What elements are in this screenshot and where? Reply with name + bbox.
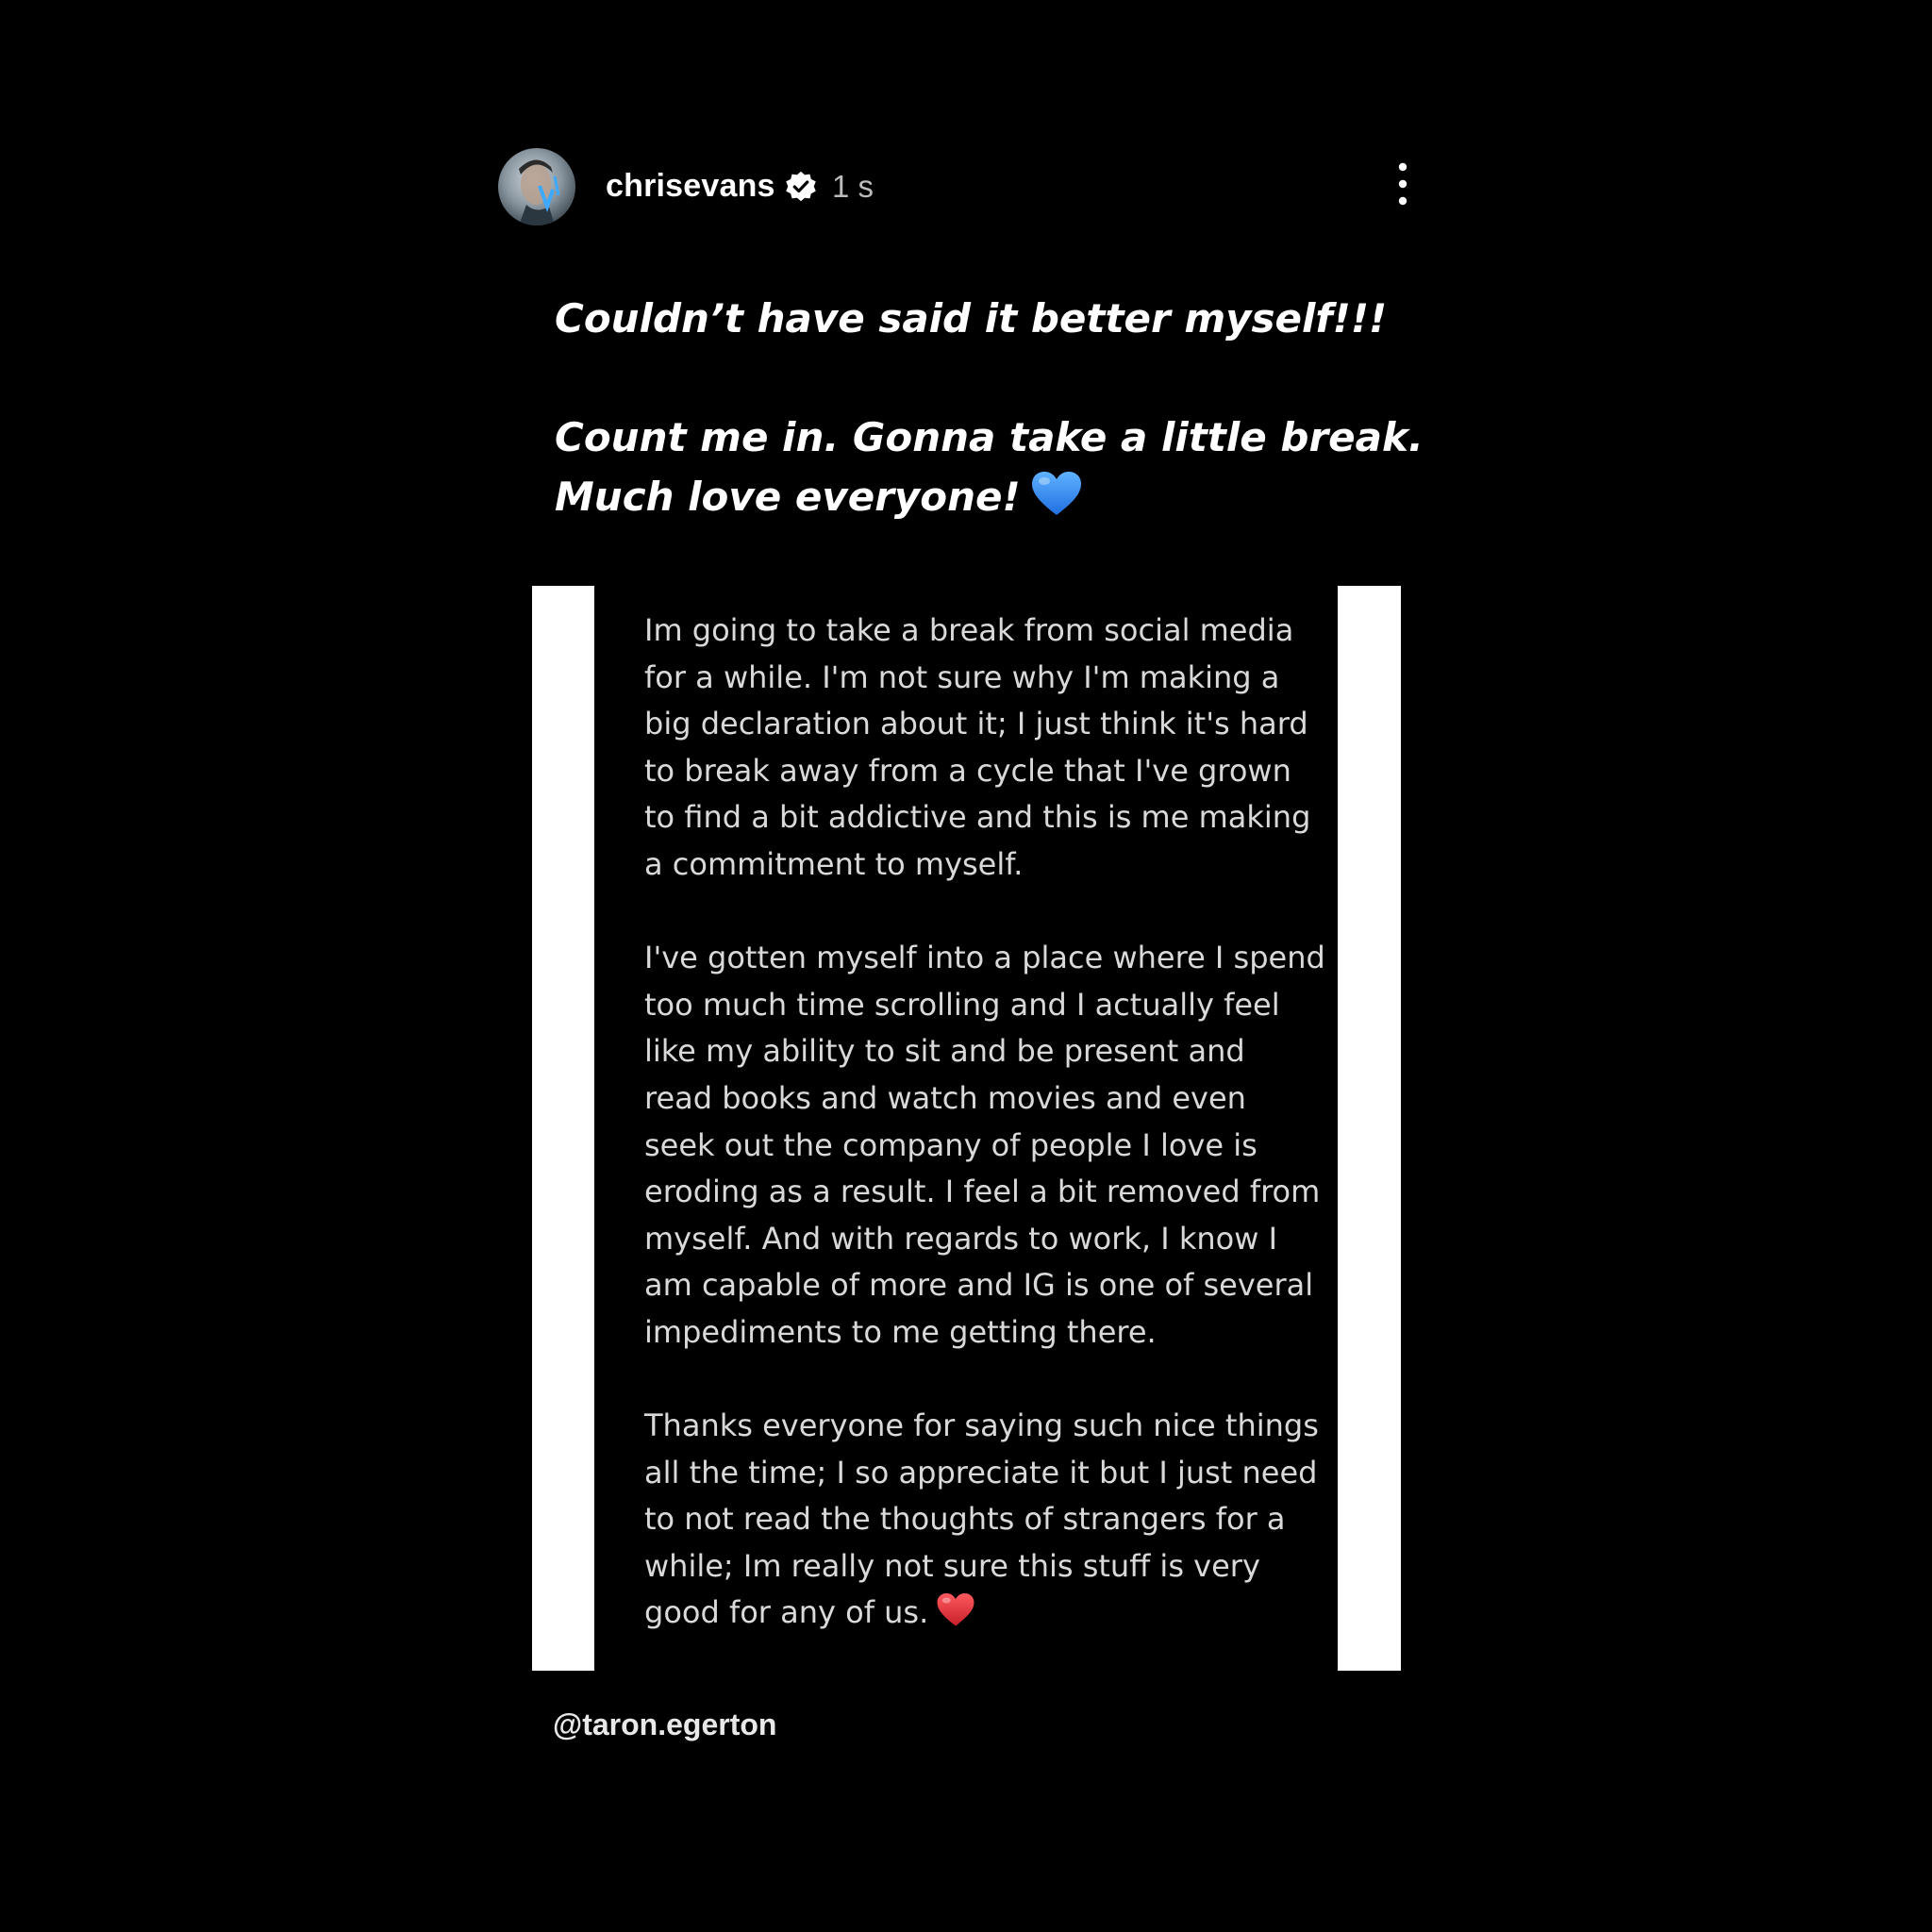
mention-tag[interactable]: @taron.egerton bbox=[553, 1707, 777, 1741]
story-caption bbox=[555, 289, 1441, 526]
quote-line: too much time scrolling and I actually feel bbox=[644, 986, 1280, 1023]
caption-line-3-wrap bbox=[555, 467, 1441, 526]
quote-line: am capable of more and IG is one of several bbox=[644, 1267, 1314, 1304]
quote-line: Thanks everyone for saying such nice things bbox=[644, 1407, 1319, 1444]
caption-line-3: Much love everyone! bbox=[555, 474, 1021, 520]
quote-line: like my ability to sit and be present and bbox=[644, 1033, 1245, 1070]
quote-line: while; Im really not sure this stuff is very bbox=[644, 1547, 1260, 1584]
quote-line: a commitment to myself. bbox=[644, 845, 1024, 882]
post-timestamp: 1 s bbox=[832, 169, 874, 204]
shared-post-screenshot[interactable] bbox=[532, 586, 1401, 1671]
shared-post-text bbox=[644, 608, 1324, 1637]
blue-heart-icon bbox=[1030, 471, 1083, 518]
caption-line-1: Couldn’t have said it better myself!!! bbox=[555, 295, 1388, 341]
quote-line-last bbox=[644, 1590, 1324, 1637]
more-options-icon[interactable] bbox=[1389, 160, 1417, 208]
quote-line: to find a bit addictive and this is me making bbox=[644, 799, 1311, 836]
quote-line: good for any of us. bbox=[644, 1594, 929, 1631]
caption-line-2: Count me in. Gonna take a little break. bbox=[555, 414, 1424, 460]
verified-badge-icon bbox=[784, 170, 818, 204]
quote-line: Im going to take a break from social media bbox=[644, 612, 1294, 648]
quote-line: I've gotten myself into a place where I spend bbox=[644, 940, 1325, 976]
quote-line: impediments to me getting there. bbox=[644, 1313, 1157, 1350]
quote-line: all the time; I so appreciate it but I just need bbox=[644, 1454, 1318, 1491]
quote-line: seek out the company of people I love is bbox=[644, 1126, 1257, 1163]
quote-line: big declaration about it; I just think it's hard bbox=[644, 706, 1308, 742]
quote-line: read books and watch movies and even bbox=[644, 1079, 1246, 1116]
quote-line: to break away from a cycle that I've grown bbox=[644, 752, 1291, 789]
username[interactable]: chrisevans bbox=[606, 168, 775, 204]
avatar-image bbox=[498, 148, 575, 225]
red-heart-icon bbox=[936, 1592, 975, 1628]
quote-line: to not read the thoughts of strangers for a bbox=[644, 1501, 1286, 1538]
quote-line: for a while. I'm not sure why I'm making a bbox=[644, 658, 1280, 695]
quote-line: eroding as a result. I feel a bit removed from bbox=[644, 1174, 1321, 1210]
quote-line: myself. And with regards to work, I know I bbox=[644, 1220, 1278, 1257]
avatar[interactable] bbox=[498, 148, 575, 225]
